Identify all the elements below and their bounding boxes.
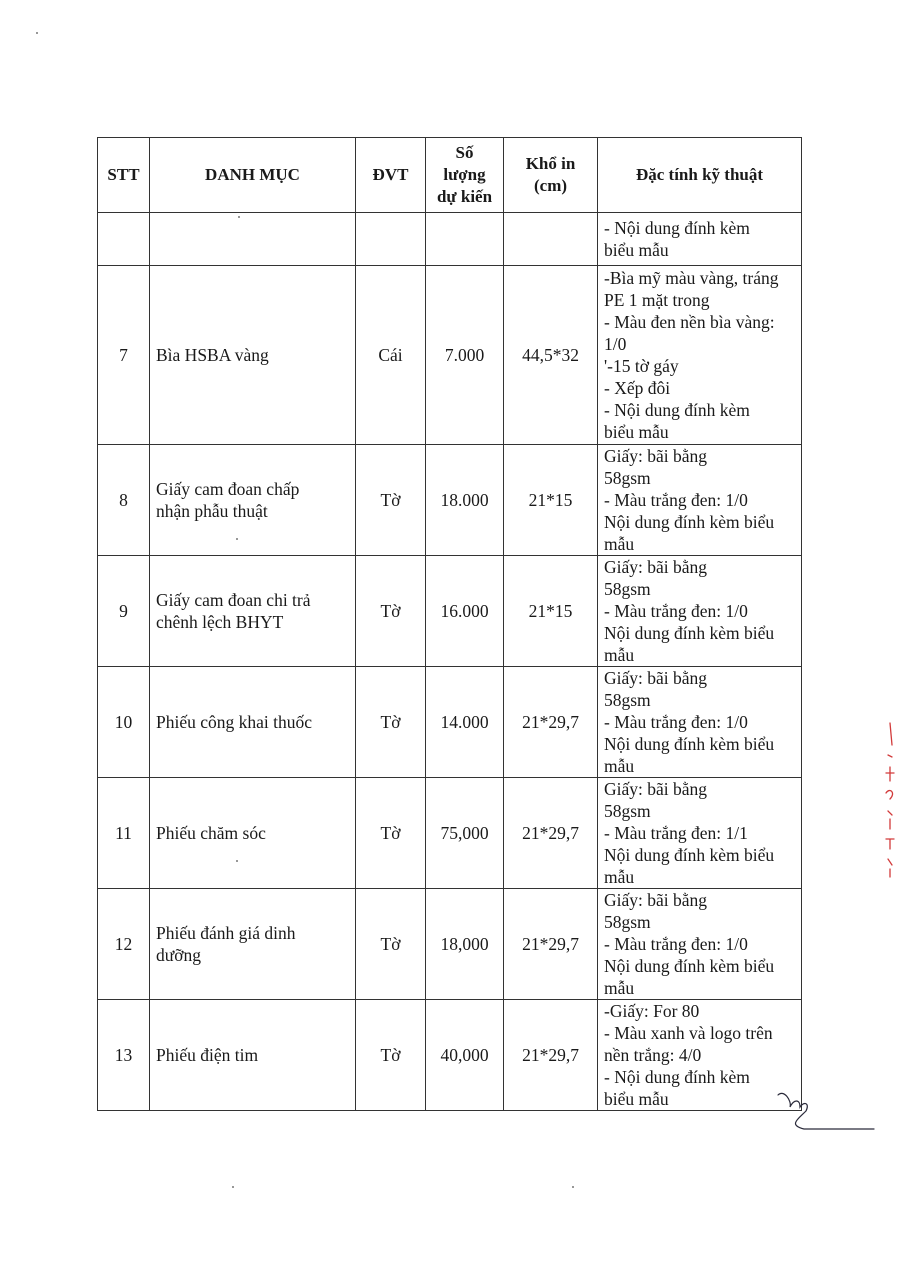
handwritten-signature	[770, 1085, 880, 1145]
cell-unit: Tờ	[356, 667, 426, 778]
cell-spec: - Nội dung đính kèm biểu mẫu	[598, 213, 802, 266]
cell-name: Giấy cam đoan chi trả chênh lệch BHYT	[150, 556, 356, 667]
cell-name: Phiếu công khai thuốc	[150, 667, 356, 778]
cell-qty: 16.000	[426, 556, 504, 667]
scan-speck	[236, 538, 238, 540]
cell-unit: Tờ	[356, 889, 426, 1000]
cell-unit: Tờ	[356, 778, 426, 889]
scan-speck	[238, 216, 240, 218]
cell-unit: Tờ	[356, 556, 426, 667]
cell-empty	[426, 213, 504, 266]
header-stt: STT	[98, 138, 150, 213]
table-row	[98, 667, 802, 778]
cell-unit: Tờ	[356, 1000, 426, 1111]
cell-size: 21*29,7	[504, 1000, 598, 1111]
header-dvt: ĐVT	[356, 138, 426, 213]
cell-spec: -Bìa mỹ màu vàng, tráng PE 1 mặt trong - Màu đen nền bìa vàng: 1/0 '-15 tờ gáy - Xếp đôi - Nội dung đính kèm biểu mẫu	[598, 266, 802, 445]
scan-speck	[572, 1186, 574, 1188]
cell-empty	[150, 213, 356, 266]
cell-size: 44,5*32	[504, 266, 598, 445]
cell-unit: Cái	[356, 266, 426, 445]
cell-qty: 18.000	[426, 445, 504, 556]
cell-stt: 13	[98, 1000, 150, 1111]
cell-stt: 9	[98, 556, 150, 667]
cell-spec: Giấy: bãi bằng 58gsm - Màu trắng đen: 1/0 Nội dung đính kèm biểu mẫu	[598, 445, 802, 556]
cell-name: Phiếu đánh giá dinh dưỡng	[150, 889, 356, 1000]
header-dac-tinh: Đặc tính kỹ thuật	[598, 138, 802, 213]
cell-spec: Giấy: bãi bằng 58gsm - Màu trắng đen: 1/0 Nội dung đính kèm biểu mẫu	[598, 556, 802, 667]
cell-stt: 8	[98, 445, 150, 556]
table-row	[98, 1000, 802, 1111]
table-row	[98, 889, 802, 1000]
cell-qty: 18,000	[426, 889, 504, 1000]
cell-qty: 7.000	[426, 266, 504, 445]
cell-name: Giấy cam đoan chấp nhận phẫu thuật	[150, 445, 356, 556]
table-header-row	[98, 138, 802, 213]
table-row	[98, 556, 802, 667]
table-row	[98, 266, 802, 445]
cell-empty	[504, 213, 598, 266]
cell-stt: 11	[98, 778, 150, 889]
cell-qty: 40,000	[426, 1000, 504, 1111]
cell-size: 21*15	[504, 445, 598, 556]
scan-speck	[36, 32, 38, 34]
cell-name: Bìa HSBA vàng	[150, 266, 356, 445]
table-row-continuation	[98, 213, 802, 266]
header-kho-in: Khổ in (cm)	[504, 138, 598, 213]
scan-speck	[236, 860, 238, 862]
header-danh-muc: DANH MỤC	[150, 138, 356, 213]
cell-stt: 12	[98, 889, 150, 1000]
cell-spec: Giấy: bãi bằng 58gsm - Màu trắng đen: 1/0 Nội dung đính kèm biểu mẫu	[598, 667, 802, 778]
header-so-luong: Số lượng dự kiến	[426, 138, 504, 213]
cell-empty	[356, 213, 426, 266]
margin-stamp-marks	[868, 715, 898, 880]
table-row	[98, 778, 802, 889]
cell-unit: Tờ	[356, 445, 426, 556]
cell-name: Phiếu điện tim	[150, 1000, 356, 1111]
cell-empty	[98, 213, 150, 266]
cell-stt: 7	[98, 266, 150, 445]
cell-size: 21*29,7	[504, 889, 598, 1000]
cell-stt: 10	[98, 667, 150, 778]
cell-size: 21*29,7	[504, 667, 598, 778]
table-row	[98, 445, 802, 556]
cell-name: Phiếu chăm sóc	[150, 778, 356, 889]
cell-size: 21*29,7	[504, 778, 598, 889]
cell-spec: Giấy: bãi bằng 58gsm - Màu trắng đen: 1/0 Nội dung đính kèm biểu mẫu	[598, 889, 802, 1000]
cell-qty: 75,000	[426, 778, 504, 889]
cell-qty: 14.000	[426, 667, 504, 778]
cell-size: 21*15	[504, 556, 598, 667]
specification-table	[97, 137, 802, 1111]
cell-spec: Giấy: bãi bằng 58gsm - Màu trắng đen: 1/1 Nội dung đính kèm biểu mẫu	[598, 778, 802, 889]
cell-spec: -Giấy: For 80 - Màu xanh và logo trên nền trắng: 4/0 - Nội dung đính kèm biểu mẫu	[598, 1000, 802, 1111]
scan-speck	[232, 1186, 234, 1188]
